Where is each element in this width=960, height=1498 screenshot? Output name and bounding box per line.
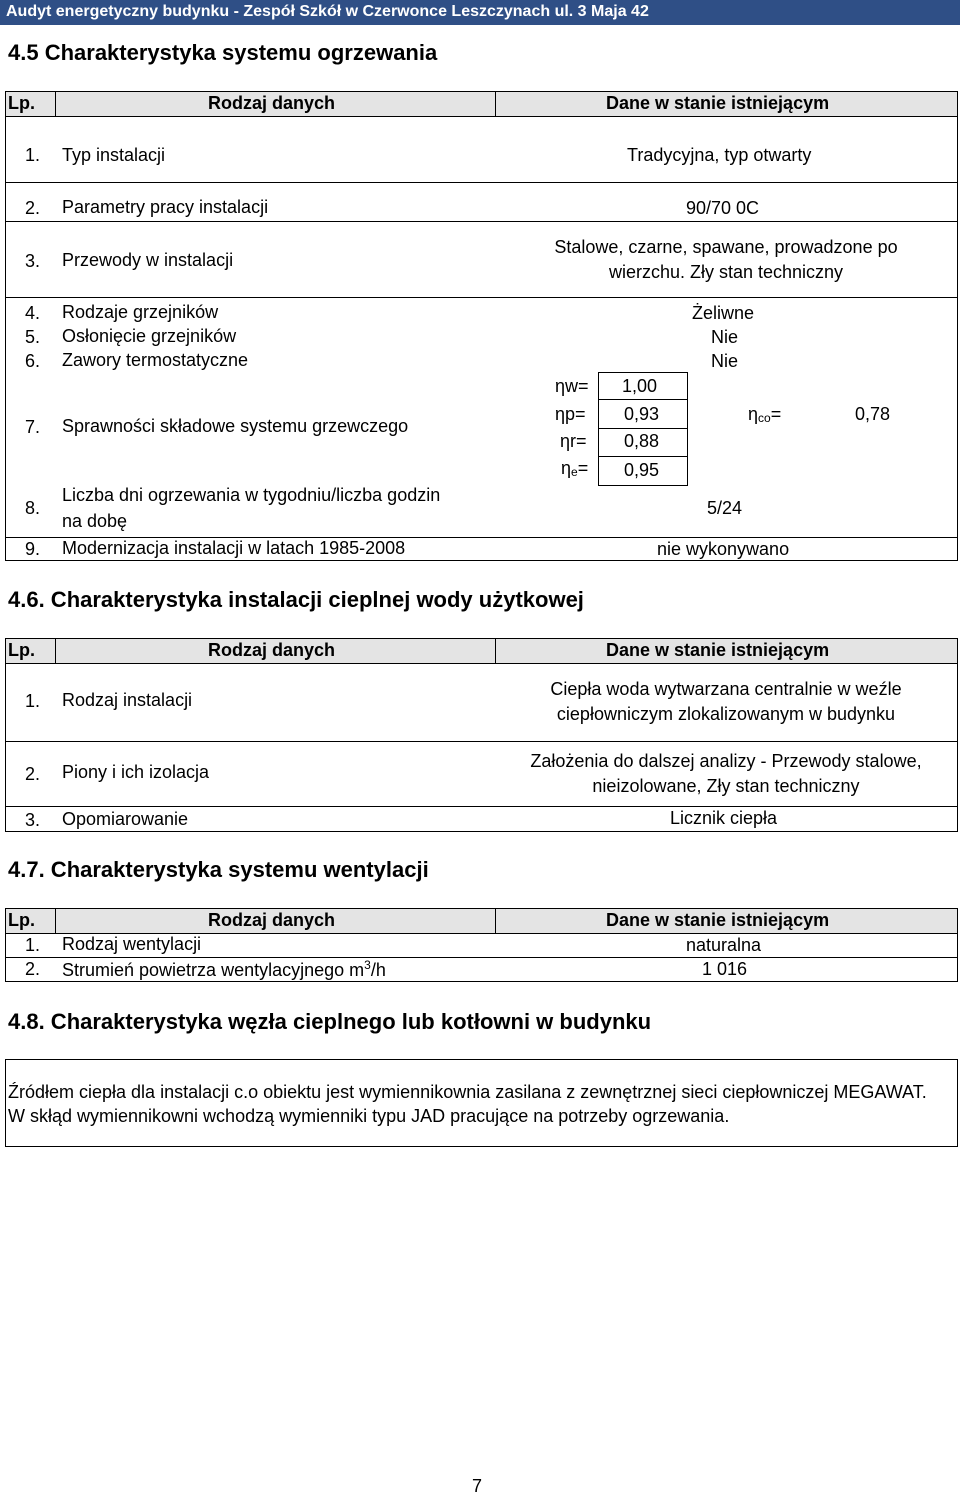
row-lp: 2. bbox=[24, 198, 40, 218]
row-lp: 5. bbox=[24, 327, 40, 347]
eta-r-value: 0,88 bbox=[624, 431, 660, 451]
eta-p-value: 0,93 bbox=[624, 404, 660, 424]
row-lp: 7. bbox=[24, 417, 40, 437]
heat-source-paragraph: Źródłem ciepła dla instalacji c.o obiektu jest wymiennikownia zasilana z zewnętrznej sieci ciepłowniczej MEGAWAT. W skłąd wymiennikowni wchodzą wymienniki typu JAD pracujące na potrzeby ogrzewania. bbox=[8, 1082, 927, 1126]
row-label: Rodzaje grzejników bbox=[62, 302, 219, 322]
row-lp: 3. bbox=[24, 810, 40, 830]
section-4-8-title: 4.8. Charakterystyka węzła cieplnego lub kotłowni w budynku bbox=[8, 1009, 652, 1034]
row-lp: 1. bbox=[24, 691, 40, 711]
eta-r-label: ηr= bbox=[560, 431, 587, 451]
eta-p-label: ηp= bbox=[555, 404, 586, 424]
eta-w-label: ηw= bbox=[555, 376, 589, 396]
eta-co-label: ηco= bbox=[748, 404, 782, 425]
col-lp: Lp. bbox=[8, 910, 35, 930]
row-label: Opomiarowanie bbox=[62, 809, 189, 829]
row-value: 90/70 0C bbox=[686, 198, 760, 218]
row-value: nie wykonywano bbox=[657, 539, 790, 559]
row-value: Nie bbox=[711, 351, 739, 371]
row-value: wierzchu. Zły stan techniczny bbox=[608, 262, 844, 282]
row-value: Ciepła woda wytwarzana centralnie w weźle bbox=[550, 679, 902, 699]
row-label: Rodzaj wentylacji bbox=[62, 934, 202, 954]
row-value: ciepłowniczym zlokalizowanym w budynku bbox=[556, 704, 896, 724]
col-lp: Lp. bbox=[8, 640, 35, 660]
col-value: Dane w stanie istniejącym bbox=[606, 640, 830, 660]
row-label: Zawory termostatyczne bbox=[62, 350, 249, 370]
row-label: Strumień powietrza wentylacyjnego $m^3/h$ bbox=[62, 958, 386, 980]
eta-w-value: 1,00 bbox=[622, 376, 658, 396]
row-label: Rodzaj instalacji bbox=[62, 690, 193, 710]
row-value: Założenia do dalszej analizy - Przewody stalowe, bbox=[530, 751, 922, 771]
row-label: Przewody w instalacji bbox=[62, 250, 234, 270]
section-4-7-title: 4.7. Charakterystyka systemu wentylacji bbox=[8, 857, 429, 882]
row-label: Piony i ich izolacja bbox=[62, 762, 210, 782]
row-lp: 2. bbox=[24, 959, 40, 979]
row-value: 5/24 bbox=[707, 498, 743, 518]
eta-co-value: 0,78 bbox=[855, 404, 891, 424]
col-lp: Lp. bbox=[8, 93, 35, 113]
row-value: Nie bbox=[711, 327, 739, 347]
row-lp: 9. bbox=[24, 539, 40, 559]
row-value: 1 016 bbox=[702, 959, 748, 979]
row-label: na dobę bbox=[62, 511, 128, 531]
row-lp: 4. bbox=[24, 303, 40, 323]
row-lp: 3. bbox=[24, 251, 40, 271]
row-value: Żeliwne bbox=[692, 303, 755, 323]
page-number: 7 bbox=[472, 1476, 483, 1496]
section-4-5-title: 4.5 Charakterystyka systemu ogrzewania bbox=[8, 40, 438, 65]
row-label: Osłonięcie grzejników bbox=[62, 326, 237, 346]
col-type: Rodzaj danych bbox=[208, 93, 336, 113]
header-title: Audyt energetyczny budynku - Zespół Szkół w Czerwonce Leszczynach ul. 3 Maja 42 bbox=[6, 3, 649, 20]
eta-e-label: ηe= bbox=[561, 458, 589, 479]
row-label: Modernizacja instalacji w latach 1985-2008 bbox=[62, 538, 406, 558]
row-lp: 1. bbox=[24, 935, 40, 955]
row-lp: 2. bbox=[24, 764, 40, 784]
row-lp: 8. bbox=[24, 498, 40, 518]
col-value: Dane w stanie istniejącym bbox=[606, 93, 830, 113]
col-value: Dane w stanie istniejącym bbox=[606, 910, 830, 930]
row-lp: 1. bbox=[24, 145, 40, 165]
row-value: nieizolowane, Zły stan techniczny bbox=[592, 776, 860, 796]
eta-e-value: 0,95 bbox=[624, 460, 660, 480]
row-label: Parametry pracy instalacji bbox=[62, 197, 269, 217]
section-4-6-title: 4.6. Charakterystyka instalacji cieplnej wody użytkowej bbox=[8, 587, 584, 612]
row-lp: 6. bbox=[24, 351, 40, 371]
row-label: Sprawności składowe systemu grzewczego bbox=[62, 416, 409, 436]
col-type: Rodzaj danych bbox=[208, 640, 336, 660]
row-value: Tradycyjna, typ otwarty bbox=[627, 145, 812, 165]
row-value: Stalowe, czarne, spawane, prowadzone po bbox=[554, 237, 898, 257]
row-label: Liczba dni ogrzewania w tygodniu/liczba godzin bbox=[62, 485, 441, 505]
row-value: naturalna bbox=[686, 935, 762, 955]
row-label: Typ instalacji bbox=[62, 145, 166, 165]
document-header bbox=[0, 0, 960, 25]
row-value: Licznik ciepła bbox=[670, 808, 778, 828]
col-type: Rodzaj danych bbox=[208, 910, 336, 930]
